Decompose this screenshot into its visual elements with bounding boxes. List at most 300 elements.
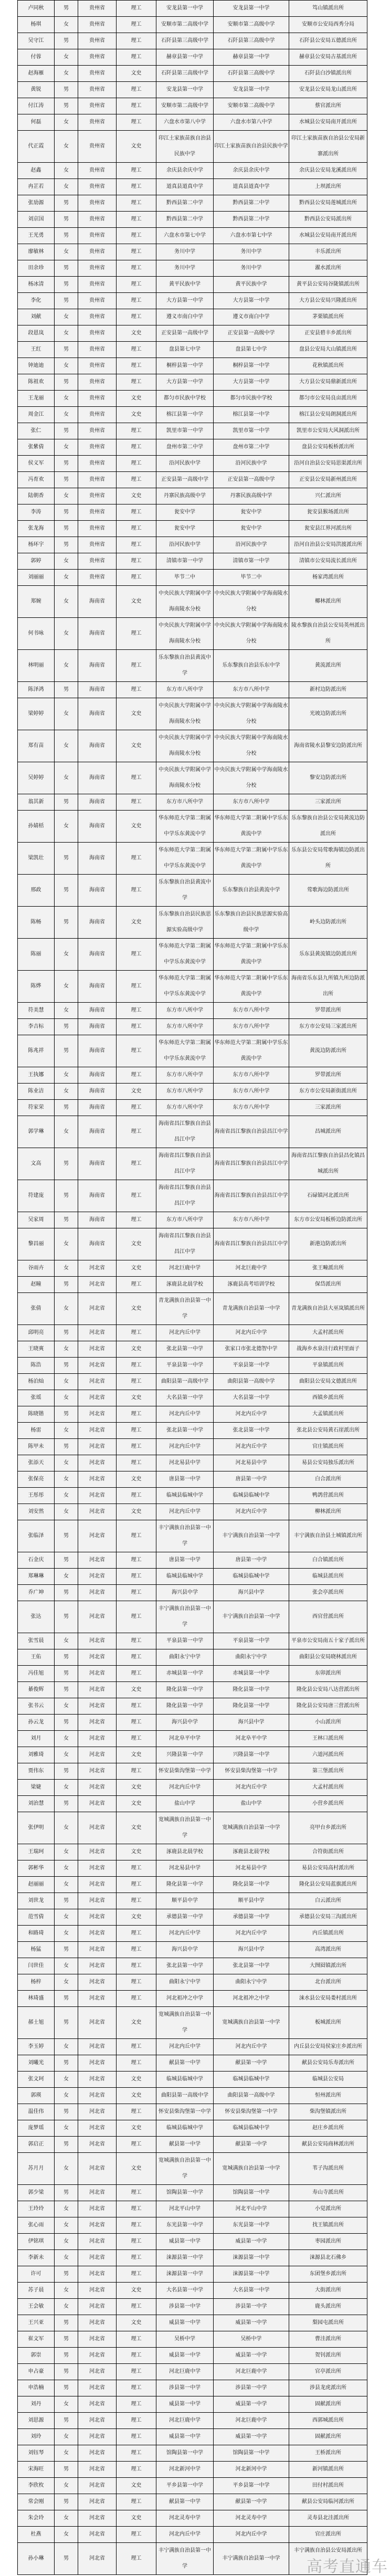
province-cell: 贵州省 <box>78 537 117 553</box>
police-station-cell: 内丘镇派出所 <box>289 1926 367 1942</box>
province-cell: 河北省 <box>78 1682 117 1698</box>
table-row <box>18 49 367 66</box>
table-row <box>18 2153 367 2185</box>
police-station-cell: 亮甲台乡派出所 <box>289 1812 367 1844</box>
gender-cell: 男 <box>55 1 78 17</box>
registration-school-cell: 河北巨鹿中学 <box>214 1260 289 1277</box>
province-cell: 河北省 <box>78 1763 117 1780</box>
subject-track-cell: 理工 <box>117 2266 156 2283</box>
gender-cell: 女 <box>55 1260 78 1277</box>
graduating-school-cell: 东方市八所中学 <box>156 682 214 698</box>
registration-school-cell: 大方县第一中学 <box>214 293 289 309</box>
police-station-cell: 赵庄乡派出所 <box>289 2120 367 2137</box>
registration-school-cell: 海南省昌江黎族自治县昌江中学 <box>214 1180 289 1212</box>
graduating-school-cell: 东方市八所中学 <box>156 1212 214 1228</box>
graduating-school-cell: 临城县临城中学 <box>156 2072 214 2088</box>
gender-cell: 男 <box>55 1991 78 2007</box>
police-station-cell: 鹿头派出所 <box>289 2299 367 2315</box>
student-name-cell: 林琦盛 <box>18 1991 55 2007</box>
student-name-cell: 李欣枚 <box>18 2478 55 2494</box>
table-row <box>18 1942 367 1958</box>
subject-track-cell: 理工 <box>117 618 156 650</box>
graduating-school-cell: 盘县第七中学 <box>156 342 214 358</box>
gender-cell: 男 <box>55 1666 78 1682</box>
subject-track-cell: 理工 <box>117 1552 156 1569</box>
police-station-cell: 水城县公安局南开派出所 <box>289 228 367 244</box>
subject-track-cell: 理工 <box>117 650 156 682</box>
table-row <box>18 1877 367 1893</box>
registration-school-cell: 河北阜平中学 <box>214 1731 289 1747</box>
province-cell: 河北省 <box>78 2055 117 2072</box>
table-row <box>18 2299 367 2315</box>
student-name-cell: 温佳伟 <box>18 2104 55 2120</box>
gender-cell: 女 <box>55 131 78 163</box>
graduating-school-cell: 丰宁满族自治县第一中学 <box>156 2543 214 2575</box>
graduating-school-cell: 宽城满族自治县第一中学 <box>156 2153 214 2185</box>
police-station-cell: 西镇乡派出所 <box>289 1390 367 1406</box>
subject-track-cell: 理工 <box>117 1585 156 1601</box>
province-cell: 河北省 <box>78 2266 117 2283</box>
student-name-cell: 郝士旭 <box>18 2007 55 2039</box>
province-cell: 河北省 <box>78 2494 117 2510</box>
subject-track-cell: 理工 <box>117 1731 156 1747</box>
province-cell: 海南省 <box>78 1212 117 1228</box>
province-cell: 河北省 <box>78 2510 117 2527</box>
police-station-cell: 隆化县公安局唐三营派出所 <box>289 1698 367 1715</box>
police-station-cell: 西郭城派出所 <box>289 2413 367 2429</box>
subject-track-cell: 理工 <box>117 1942 156 1958</box>
graduating-school-cell: 威县第一中学 <box>156 2234 214 2250</box>
province-cell: 河北省 <box>78 1504 117 1520</box>
province-cell: 河北省 <box>78 2137 117 2153</box>
subject-track-cell: 理工 <box>117 374 156 391</box>
police-station-cell: 固献派出所 <box>289 2396 367 2413</box>
gender-cell: 男 <box>55 1148 78 1180</box>
police-station-cell: 涞源县北石佛乡 <box>289 2250 367 2266</box>
subject-track-cell: 理工 <box>117 1601 156 1633</box>
table-row <box>18 1019 367 1035</box>
registration-school-cell: 曲阳县第一高级中学 <box>214 2088 289 2104</box>
gender-cell: 女 <box>55 650 78 682</box>
student-name-cell: 陈丽 <box>18 939 55 971</box>
graduating-school-cell: 海南省昌江黎族自治县昌江中学 <box>156 1116 214 1148</box>
police-station-cell: 沿河自治县公安局洪渡派出所 <box>289 537 367 553</box>
gender-cell: 女 <box>55 49 78 66</box>
police-station-cell: 赫章县公安局古基派出所 <box>289 49 367 66</box>
table-row <box>18 1796 367 1812</box>
admission-roster-table <box>17 0 367 2575</box>
registration-school-cell: 河北内丘中学 <box>214 2039 289 2055</box>
gender-cell: 女 <box>55 2299 78 2315</box>
police-station-cell: 找王镇派出所 <box>289 2217 367 2234</box>
province-cell: 海南省 <box>78 1084 117 1100</box>
police-station-cell: 战海乡水泉洼行政村里面子 <box>289 1341 367 1358</box>
gender-cell: 男 <box>55 1406 78 1423</box>
graduating-school-cell: 唐县第一中学 <box>156 1552 214 1569</box>
table-row <box>18 650 367 682</box>
graduating-school-cell: 丰宁满族自治县第一中学 <box>156 1601 214 1633</box>
student-name-cell: 张劢源 <box>18 195 55 212</box>
police-station-cell: 易县公安局高村派出所 <box>289 1860 367 1877</box>
student-name-cell: 杨梓 <box>18 1974 55 1991</box>
registration-school-cell: 河北祖冲之中学 <box>214 1991 289 2007</box>
student-name-cell: 梁凯壮 <box>18 843 55 875</box>
subject-track-cell: 理工 <box>117 1877 156 1893</box>
table-row <box>18 82 367 98</box>
police-station-cell: 沿河自治县公安局思渠派出所 <box>289 456 367 472</box>
province-cell: 河北省 <box>78 1601 117 1633</box>
student-name-cell: 刘月 <box>18 1731 55 1747</box>
student-name-cell: 翁其新 <box>18 794 55 811</box>
province-cell: 河北省 <box>78 2543 117 2575</box>
student-name-cell: 吴家周 <box>18 1212 55 1228</box>
graduating-school-cell: 海兴县中学 <box>156 1942 214 1958</box>
subject-track-cell: 文史 <box>117 586 156 618</box>
subject-track-cell: 文史 <box>117 2510 156 2527</box>
province-cell: 河北省 <box>78 2007 117 2039</box>
subject-track-cell: 文史 <box>117 1228 156 1260</box>
graduating-school-cell: 平泉县第一中学 <box>156 1358 214 1374</box>
table-row <box>18 342 367 358</box>
student-name-cell: 张龙海 <box>18 521 55 537</box>
gender-cell: 女 <box>55 439 78 456</box>
gender-cell: 男 <box>55 1439 78 1455</box>
graduating-school-cell: 张北县第一中学 <box>156 1958 214 1974</box>
graduating-school-cell: 毕节二中 <box>156 570 214 586</box>
table-row <box>18 2250 367 2266</box>
subject-track-cell: 理工 <box>117 33 156 49</box>
student-name-cell: 和路琦 <box>18 1926 55 1942</box>
gender-cell: 女 <box>55 1488 78 1504</box>
student-name-cell: 田余珍 <box>18 260 55 277</box>
gender-cell: 男 <box>55 82 78 98</box>
gender-cell: 女 <box>55 391 78 407</box>
table-row <box>18 2104 367 2120</box>
province-cell: 贵州省 <box>78 456 117 472</box>
graduating-school-cell: 海兴县中学 <box>156 1715 214 1731</box>
gender-cell: 男 <box>55 2185 78 2201</box>
student-name-cell: 钟迪迪 <box>18 358 55 374</box>
graduating-school-cell: 正安县第一高级中学 <box>156 325 214 342</box>
registration-school-cell: 黔西县第二中学 <box>214 212 289 228</box>
subject-track-cell: 理工 <box>117 971 156 1003</box>
student-name-cell: 乔广坤 <box>18 1585 55 1601</box>
police-station-cell: 海南省乐东县九所镇九所边防派出所 <box>289 971 367 1003</box>
gender-cell: 女 <box>55 553 78 570</box>
table-row <box>18 1067 367 1084</box>
student-name-cell: 张雪晨 <box>18 1633 55 1649</box>
subject-track-cell: 文史 <box>117 1341 156 1358</box>
gender-cell: 女 <box>55 2088 78 2104</box>
table-row <box>18 2039 367 2055</box>
student-name-cell: 张瑶 <box>18 1390 55 1406</box>
registration-school-cell: 涉县第一中学 <box>214 2380 289 2396</box>
gender-cell: 男 <box>55 2104 78 2120</box>
police-station-cell: 正安县公安局新州派出所 <box>289 472 367 488</box>
graduating-school-cell: 唐县第一中学 <box>156 1471 214 1488</box>
police-station-cell: 保岱派出所 <box>289 1277 367 1293</box>
gender-cell: 女 <box>55 1780 78 1796</box>
graduating-school-cell: 献县第一中学 <box>156 2137 214 2153</box>
registration-school-cell: 馆陶县第一中学 <box>214 2445 289 2462</box>
registration-school-cell: 丰宁满族自治县第一中学 <box>214 1601 289 1633</box>
registration-school-cell: 涉县第一中学 <box>214 2299 289 2315</box>
police-station-cell: 大街派出所 <box>289 2283 367 2299</box>
graduating-school-cell: 中央民族大学附属中学海南陵水分校 <box>156 762 214 794</box>
province-cell: 河北省 <box>78 2348 117 2364</box>
police-station-cell: 盘县公安局板桥派出所 <box>289 439 367 456</box>
graduating-school-cell: 涉县第一中学 <box>156 2299 214 2315</box>
gender-cell: 男 <box>55 2055 78 2072</box>
student-name-cell: 苏子晨 <box>18 2283 55 2299</box>
gender-cell: 女 <box>55 1293 78 1325</box>
graduating-school-cell: 东方市八所中学 <box>156 1003 214 1019</box>
registration-school-cell: 遵义市南白中学 <box>214 309 289 325</box>
gender-cell: 男 <box>55 342 78 358</box>
subject-track-cell: 理工 <box>117 423 156 439</box>
student-name-cell: 张达 <box>18 1601 55 1633</box>
registration-school-cell: 平乡县第一中学 <box>214 2478 289 2494</box>
province-cell: 海南省 <box>78 698 117 730</box>
registration-school-cell: 涿鹿县高考培训学校 <box>214 1277 289 1293</box>
police-station-cell: 黄平县公安局谷陇镇派出所 <box>289 277 367 293</box>
student-name-cell: 陈烨 <box>18 971 55 1003</box>
table-row <box>18 1682 367 1698</box>
province-cell: 河北省 <box>78 1260 117 1277</box>
police-station-cell: 岭头边防派出所 <box>289 907 367 939</box>
gender-cell: 女 <box>55 1812 78 1844</box>
graduating-school-cell: 正安县第一高级中学 <box>156 472 214 488</box>
graduating-school-cell: 安龙县第一中学 <box>156 82 214 98</box>
table-row <box>18 2413 367 2429</box>
table-row <box>18 875 367 907</box>
province-cell: 贵州省 <box>78 131 117 163</box>
graduating-school-cell: 安顺市第二高级中学 <box>156 17 214 33</box>
table-row <box>18 1471 367 1488</box>
graduating-school-cell: 沿河民族中学 <box>156 537 214 553</box>
graduating-school-cell: 务川中学 <box>156 244 214 260</box>
graduating-school-cell: 河北内丘中学 <box>156 1439 214 1455</box>
registration-school-cell: 平泉县第一中学 <box>214 1358 289 1374</box>
subject-track-cell: 理工 <box>117 2104 156 2120</box>
province-cell: 河北省 <box>78 1991 117 2007</box>
subject-track-cell: 文史 <box>117 730 156 762</box>
subject-track-cell: 理工 <box>117 1763 156 1780</box>
table-row <box>18 66 367 82</box>
student-name-cell: 符家荣 <box>18 1100 55 1116</box>
student-name-cell: 张临泽 <box>18 1520 55 1552</box>
graduating-school-cell: 瓮安中学 <box>156 521 214 537</box>
police-station-cell: 大囫囵镇派出所 <box>289 1958 367 1974</box>
police-station-cell: 濯水派出所 <box>289 260 367 277</box>
gender-cell: 男 <box>55 1715 78 1731</box>
subject-track-cell: 文史 <box>117 2120 156 2137</box>
gender-cell: 男 <box>55 2380 78 2396</box>
graduating-school-cell: 河北内丘中学 <box>156 1926 214 1942</box>
police-station-cell: 乐东黎族自治县公安局黄流边防派出所 <box>289 811 367 843</box>
student-name-cell: 李涛 <box>18 504 55 521</box>
student-name-cell: 刘玲 <box>18 2429 55 2445</box>
student-name-cell: 孙小琳 <box>18 2543 55 2575</box>
registration-school-cell: 海南省昌江黎族自治县昌江中学 <box>214 1228 289 1260</box>
registration-school-cell: 中央民族大学附属中学海南陵水分校 <box>214 698 289 730</box>
gender-cell: 男 <box>55 682 78 698</box>
graduating-school-cell: 宽城满族自治县第一中学 <box>156 2007 214 2039</box>
subject-track-cell: 理工 <box>117 2055 156 2072</box>
police-station-cell: 青龙满族自治县大巫岚镇派出所 <box>289 1293 367 1325</box>
graduating-school-cell: 盐山中学 <box>156 1796 214 1812</box>
subject-track-cell: 理工 <box>117 2250 156 2266</box>
gender-cell: 女 <box>55 618 78 650</box>
graduating-school-cell: 沿河民族中学 <box>156 456 214 472</box>
registration-school-cell: 乐东黎族自治县民族思源实验高级中学 <box>214 907 289 939</box>
province-cell: 河北省 <box>78 2185 117 2201</box>
police-station-cell: 安龙县公安局龙山派出所 <box>289 82 367 98</box>
table-row <box>18 971 367 1003</box>
graduating-school-cell: 石阡县第三高级中学 <box>156 33 214 49</box>
province-cell: 河北省 <box>78 1796 117 1812</box>
province-cell: 海南省 <box>78 1116 117 1148</box>
subject-track-cell: 理工 <box>117 1926 156 1942</box>
student-name-cell: 王会敏 <box>18 2299 55 2315</box>
registration-school-cell: 六盘水市第七中学 <box>214 228 289 244</box>
table-row <box>18 439 367 456</box>
province-cell: 河北省 <box>78 1585 117 1601</box>
subject-track-cell: 理工 <box>117 1666 156 1682</box>
province-cell: 海南省 <box>78 1019 117 1035</box>
gender-cell: 女 <box>55 1926 78 1942</box>
registration-school-cell: 怀安县柴沟堡第一中学 <box>214 2104 289 2120</box>
police-station-cell: 石阡县公安局五德派出所 <box>289 33 367 49</box>
student-name-cell: 王红 <box>18 342 55 358</box>
province-cell: 河北省 <box>78 1715 117 1731</box>
graduating-school-cell: 怀安县柴沟堡第一中学 <box>156 2104 214 2120</box>
student-name-cell: 赵丽丽 <box>18 1877 55 1893</box>
table-row <box>18 2543 367 2575</box>
subject-track-cell: 文史 <box>117 66 156 82</box>
subject-track-cell: 理工 <box>117 1423 156 1439</box>
registration-school-cell: 兴隆县第一中学 <box>214 1747 289 1763</box>
registration-school-cell: 河北内丘中学 <box>214 2527 289 2543</box>
registration-school-cell: 威县第一中学 <box>214 2348 289 2364</box>
subject-track-cell: 理工 <box>117 1358 156 1374</box>
subject-track-cell: 文史 <box>117 2072 156 2088</box>
subject-track-cell: 理工 <box>117 2348 156 2364</box>
table-row <box>18 2331 367 2348</box>
gender-cell: 男 <box>55 1520 78 1552</box>
registration-school-cell: 河北内丘中学 <box>214 1325 289 1341</box>
student-name-cell: 郭启正 <box>18 2137 55 2153</box>
subject-track-cell: 理工 <box>117 228 156 244</box>
subject-track-cell: 文史 <box>117 2283 156 2299</box>
graduating-school-cell: 馆陶县第一中学 <box>156 2445 214 2462</box>
subject-track-cell: 文史 <box>117 2315 156 2331</box>
subject-track-cell: 理工 <box>117 1035 156 1067</box>
registration-school-cell: 毕节二中 <box>214 570 289 586</box>
student-name-cell: 刘曦光 <box>18 2055 55 2072</box>
table-row <box>18 1 367 17</box>
subject-track-cell: 理工 <box>117 1649 156 1666</box>
police-station-cell: 三家派出所 <box>289 1100 367 1116</box>
gender-cell: 男 <box>55 195 78 212</box>
student-name-cell: 何书咏 <box>18 618 55 650</box>
province-cell: 海南省 <box>78 939 117 971</box>
province-cell: 海南省 <box>78 794 117 811</box>
subject-track-cell: 理工 <box>117 1958 156 1974</box>
province-cell: 河北省 <box>78 1390 117 1406</box>
police-station-cell: 易县公安局独乐派出所 <box>289 1455 367 1471</box>
police-station-cell: 罗带派出所 <box>289 1003 367 1019</box>
police-station-cell: 梨园屯派出所 <box>289 2315 367 2331</box>
subject-track-cell: 理工 <box>117 195 156 212</box>
province-cell: 河北省 <box>78 2380 117 2396</box>
registration-school-cell: 河北内丘中学 <box>214 1926 289 1942</box>
registration-school-cell: 务川中学 <box>214 244 289 260</box>
table-row <box>18 1035 367 1067</box>
police-station-cell: 丰乐派出所 <box>289 244 367 260</box>
registration-school-cell: 东方市八所中学 <box>214 1212 289 1228</box>
table-row <box>18 537 367 553</box>
subject-track-cell: 理工 <box>117 2445 156 2462</box>
subject-track-cell: 理工 <box>117 456 156 472</box>
province-cell: 河北省 <box>78 1455 117 1471</box>
police-station-cell: 陵水黎族自治县公安局英州派出所 <box>289 618 367 650</box>
student-name-cell: 郑婉 <box>18 586 55 618</box>
province-cell: 贵州省 <box>78 195 117 212</box>
graduating-school-cell: 中央民族大学附属中学海南陵水分校 <box>156 730 214 762</box>
gender-cell: 女 <box>55 570 78 586</box>
registration-school-cell: 临城县临城中学 <box>214 1569 289 1585</box>
table-row <box>18 2315 367 2331</box>
table-row <box>18 2007 367 2039</box>
subject-track-cell: 文史 <box>117 907 156 939</box>
registration-school-cell: 都匀市民族中学校 <box>214 391 289 407</box>
table-row <box>18 1601 367 1633</box>
province-cell: 河北省 <box>78 2478 117 2494</box>
graduating-school-cell: 河北内丘中学 <box>156 1406 214 1423</box>
student-name-cell: 陈业洁 <box>18 1084 55 1100</box>
graduating-school-cell: 河北巨鹿中学 <box>156 2413 214 2429</box>
registration-school-cell: 大方县第一中学 <box>214 374 289 391</box>
province-cell: 贵州省 <box>78 114 117 131</box>
registration-school-cell: 安顺市第二高级中学 <box>214 98 289 114</box>
province-cell: 河北省 <box>78 1860 117 1877</box>
student-name-cell: 苏月月 <box>18 2153 55 2185</box>
registration-school-cell: 东方市八所中学 <box>214 682 289 698</box>
table-row <box>18 2072 367 2088</box>
province-cell: 河北省 <box>78 2120 117 2137</box>
subject-track-cell: 理工 <box>117 1277 156 1293</box>
gender-cell: 男 <box>55 1035 78 1067</box>
gender-cell: 女 <box>55 1877 78 1893</box>
province-cell: 河北省 <box>78 2527 117 2543</box>
gender-cell: 男 <box>55 2348 78 2364</box>
gender-cell: 女 <box>55 358 78 374</box>
graduating-school-cell: 河北祖冲之中学 <box>156 1991 214 2007</box>
table-row <box>18 374 367 391</box>
subject-track-cell: 文史 <box>117 391 156 407</box>
subject-track-cell: 理工 <box>117 521 156 537</box>
table-row <box>18 504 367 521</box>
student-name-cell: 张心雨 <box>18 2217 55 2234</box>
table-row <box>18 2380 367 2396</box>
gender-cell: 女 <box>55 1341 78 1358</box>
province-cell: 贵州省 <box>78 488 117 504</box>
gender-cell: 女 <box>55 1228 78 1260</box>
gender-cell: 女 <box>55 2396 78 2413</box>
province-cell: 海南省 <box>78 586 117 618</box>
graduating-school-cell: 东方市八所中学 <box>156 1019 214 1035</box>
